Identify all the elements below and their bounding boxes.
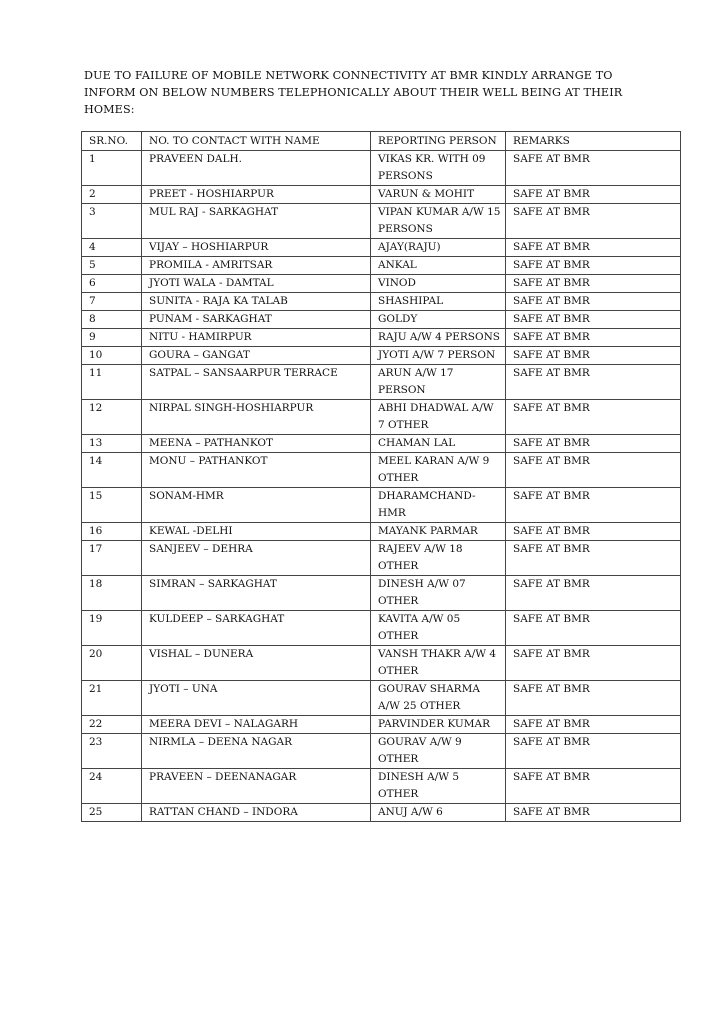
cell-contact-name: SATPAL – SANSAARPUR TERRACE xyxy=(142,365,371,400)
cell-reporting-person: JYOTI A/W 7 PERSON xyxy=(371,347,506,365)
contact-table xyxy=(81,131,681,822)
cell-contact-name: PREET - HOSHIARPUR xyxy=(142,186,371,204)
cell-reporting-person: VARUN & MOHIT xyxy=(371,186,506,204)
header-contact-name: NO. TO CONTACT WITH NAME xyxy=(142,132,371,151)
cell-contact-name: VIJAY – HOSHIARPUR xyxy=(142,239,371,257)
cell-contact-name: SANJEEV – DEHRA xyxy=(142,541,371,576)
cell-sr-no: 23 xyxy=(82,734,142,769)
cell-remarks: SAFE AT BMR xyxy=(506,541,681,576)
cell-contact-name: VISHAL – DUNERA xyxy=(142,646,371,681)
table-row xyxy=(82,769,681,804)
cell-contact-name: NITU - HAMIRPUR xyxy=(142,329,371,347)
cell-reporting-person: KAVITA A/W 05 OTHER xyxy=(371,611,506,646)
cell-sr-no: 11 xyxy=(82,365,142,400)
cell-remarks: SAFE AT BMR xyxy=(506,734,681,769)
table-row xyxy=(82,435,681,453)
cell-sr-no: 7 xyxy=(82,293,142,311)
cell-sr-no: 2 xyxy=(82,186,142,204)
cell-remarks: SAFE AT BMR xyxy=(506,646,681,681)
table-row xyxy=(82,400,681,435)
cell-remarks: SAFE AT BMR xyxy=(506,576,681,611)
cell-remarks: SAFE AT BMR xyxy=(506,804,681,822)
cell-sr-no: 22 xyxy=(82,716,142,734)
cell-contact-name: PRAVEEN DALH. xyxy=(142,151,371,186)
table-row xyxy=(82,204,681,239)
cell-reporting-person: SHASHIPAL xyxy=(371,293,506,311)
cell-reporting-person: CHAMAN LAL xyxy=(371,435,506,453)
table-row xyxy=(82,453,681,488)
notice-text: DUE TO FAILURE OF MOBILE NETWORK CONNECTIVITY AT BMR KINDLY ARRANGE TO INFORM ON BELOW NUMBERS TELEPHONICALLY ABOUT THEIR WELL BEING AT THEIR HOMES: xyxy=(84,69,623,116)
cell-remarks: SAFE AT BMR xyxy=(506,681,681,716)
table-row xyxy=(82,488,681,523)
cell-reporting-person: MAYANK PARMAR xyxy=(371,523,506,541)
cell-sr-no: 10 xyxy=(82,347,142,365)
table-row xyxy=(82,275,681,293)
cell-contact-name: MONU – PATHANKOT xyxy=(142,453,371,488)
cell-contact-name: NIRPAL SINGH-HOSHIARPUR xyxy=(142,400,371,435)
cell-reporting-person: ANUJ A/W 6 xyxy=(371,804,506,822)
cell-contact-name: SIMRAN – SARKAGHAT xyxy=(142,576,371,611)
table-row xyxy=(82,541,681,576)
cell-remarks: SAFE AT BMR xyxy=(506,365,681,400)
table-row xyxy=(82,576,681,611)
table-row xyxy=(82,239,681,257)
cell-contact-name: KEWAL -DELHI xyxy=(142,523,371,541)
cell-sr-no: 21 xyxy=(82,681,142,716)
cell-reporting-person: RAJU A/W 4 PERSONS xyxy=(371,329,506,347)
table-row xyxy=(82,311,681,329)
cell-remarks: SAFE AT BMR xyxy=(506,716,681,734)
table-row xyxy=(82,347,681,365)
cell-reporting-person: RAJEEV A/W 18 OTHER xyxy=(371,541,506,576)
cell-remarks: SAFE AT BMR xyxy=(506,293,681,311)
cell-remarks: SAFE AT BMR xyxy=(506,435,681,453)
cell-sr-no: 5 xyxy=(82,257,142,275)
cell-contact-name: MUL RAJ - SARKAGHAT xyxy=(142,204,371,239)
cell-sr-no: 12 xyxy=(82,400,142,435)
cell-remarks: SAFE AT BMR xyxy=(506,275,681,293)
cell-reporting-person: VINOD xyxy=(371,275,506,293)
cell-sr-no: 19 xyxy=(82,611,142,646)
cell-reporting-person: GOURAV A/W 9 OTHER xyxy=(371,734,506,769)
cell-remarks: SAFE AT BMR xyxy=(506,239,681,257)
cell-contact-name: NIRMLA – DEENA NAGAR xyxy=(142,734,371,769)
cell-contact-name: PROMILA - AMRITSAR xyxy=(142,257,371,275)
cell-remarks: SAFE AT BMR xyxy=(506,769,681,804)
cell-remarks: SAFE AT BMR xyxy=(506,453,681,488)
cell-reporting-person: ARUN A/W 17 PERSON xyxy=(371,365,506,400)
table-row xyxy=(82,681,681,716)
table-row xyxy=(82,804,681,822)
cell-reporting-person: MEEL KARAN A/W 9 OTHER xyxy=(371,453,506,488)
cell-remarks: SAFE AT BMR xyxy=(506,186,681,204)
table-row xyxy=(82,257,681,275)
cell-remarks: SAFE AT BMR xyxy=(506,347,681,365)
cell-sr-no: 24 xyxy=(82,769,142,804)
cell-remarks: SAFE AT BMR xyxy=(506,611,681,646)
cell-sr-no: 9 xyxy=(82,329,142,347)
cell-sr-no: 17 xyxy=(82,541,142,576)
cell-reporting-person: ANKAL xyxy=(371,257,506,275)
table-row xyxy=(82,293,681,311)
cell-sr-no: 14 xyxy=(82,453,142,488)
table-header-row xyxy=(82,132,681,151)
table-row xyxy=(82,186,681,204)
table-row xyxy=(82,329,681,347)
cell-sr-no: 16 xyxy=(82,523,142,541)
cell-remarks: SAFE AT BMR xyxy=(506,151,681,186)
cell-contact-name: PUNAM - SARKAGHAT xyxy=(142,311,371,329)
cell-contact-name: GOURA – GANGAT xyxy=(142,347,371,365)
cell-contact-name: JYOTI WALA - DAMTAL xyxy=(142,275,371,293)
cell-reporting-person: ABHI DHADWAL A/W 7 OTHER xyxy=(371,400,506,435)
cell-contact-name: MEERA DEVI – NALAGARH xyxy=(142,716,371,734)
cell-sr-no: 18 xyxy=(82,576,142,611)
cell-contact-name: MEENA – PATHANKOT xyxy=(142,435,371,453)
cell-reporting-person: AJAY(RAJU) xyxy=(371,239,506,257)
cell-contact-name: RATTAN CHAND – INDORA xyxy=(142,804,371,822)
table-row xyxy=(82,611,681,646)
table-row xyxy=(82,151,681,186)
cell-remarks: SAFE AT BMR xyxy=(506,523,681,541)
header-sr-no: SR.NO. xyxy=(82,132,142,151)
table-body xyxy=(82,151,681,822)
table-row xyxy=(82,716,681,734)
cell-sr-no: 8 xyxy=(82,311,142,329)
header-reporting-person: REPORTING PERSON xyxy=(371,132,506,151)
cell-remarks: SAFE AT BMR xyxy=(506,329,681,347)
cell-contact-name: JYOTI – UNA xyxy=(142,681,371,716)
cell-reporting-person: VIKAS KR. WITH 09 PERSONS xyxy=(371,151,506,186)
cell-remarks: SAFE AT BMR xyxy=(506,400,681,435)
cell-reporting-person: PARVINDER KUMAR xyxy=(371,716,506,734)
table-row xyxy=(82,646,681,681)
cell-contact-name: KULDEEP – SARKAGHAT xyxy=(142,611,371,646)
cell-reporting-person: GOLDY xyxy=(371,311,506,329)
cell-contact-name: PRAVEEN – DEENANAGAR xyxy=(142,769,371,804)
cell-sr-no: 4 xyxy=(82,239,142,257)
cell-reporting-person: DHARAMCHAND-HMR xyxy=(371,488,506,523)
cell-reporting-person: DINESH A/W 5 OTHER xyxy=(371,769,506,804)
table-row xyxy=(82,523,681,541)
header-remarks: REMARKS xyxy=(506,132,681,151)
cell-remarks: SAFE AT BMR xyxy=(506,488,681,523)
cell-remarks: SAFE AT BMR xyxy=(506,204,681,239)
cell-reporting-person: VIPAN KUMAR A/W 15 PERSONS xyxy=(371,204,506,239)
cell-sr-no: 13 xyxy=(82,435,142,453)
cell-sr-no: 6 xyxy=(82,275,142,293)
cell-sr-no: 15 xyxy=(82,488,142,523)
cell-contact-name: SUNITA - RAJA KA TALAB xyxy=(142,293,371,311)
cell-sr-no: 20 xyxy=(82,646,142,681)
table-row xyxy=(82,734,681,769)
cell-remarks: SAFE AT BMR xyxy=(506,257,681,275)
table-row xyxy=(82,365,681,400)
cell-reporting-person: DINESH A/W 07 OTHER xyxy=(371,576,506,611)
cell-reporting-person: GOURAV SHARMA A/W 25 OTHER xyxy=(371,681,506,716)
cell-reporting-person: VANSH THAKR A/W 4 OTHER xyxy=(371,646,506,681)
cell-remarks: SAFE AT BMR xyxy=(506,311,681,329)
cell-sr-no: 25 xyxy=(82,804,142,822)
cell-contact-name: SONAM-HMR xyxy=(142,488,371,523)
cell-sr-no: 1 xyxy=(82,151,142,186)
cell-sr-no: 3 xyxy=(82,204,142,239)
